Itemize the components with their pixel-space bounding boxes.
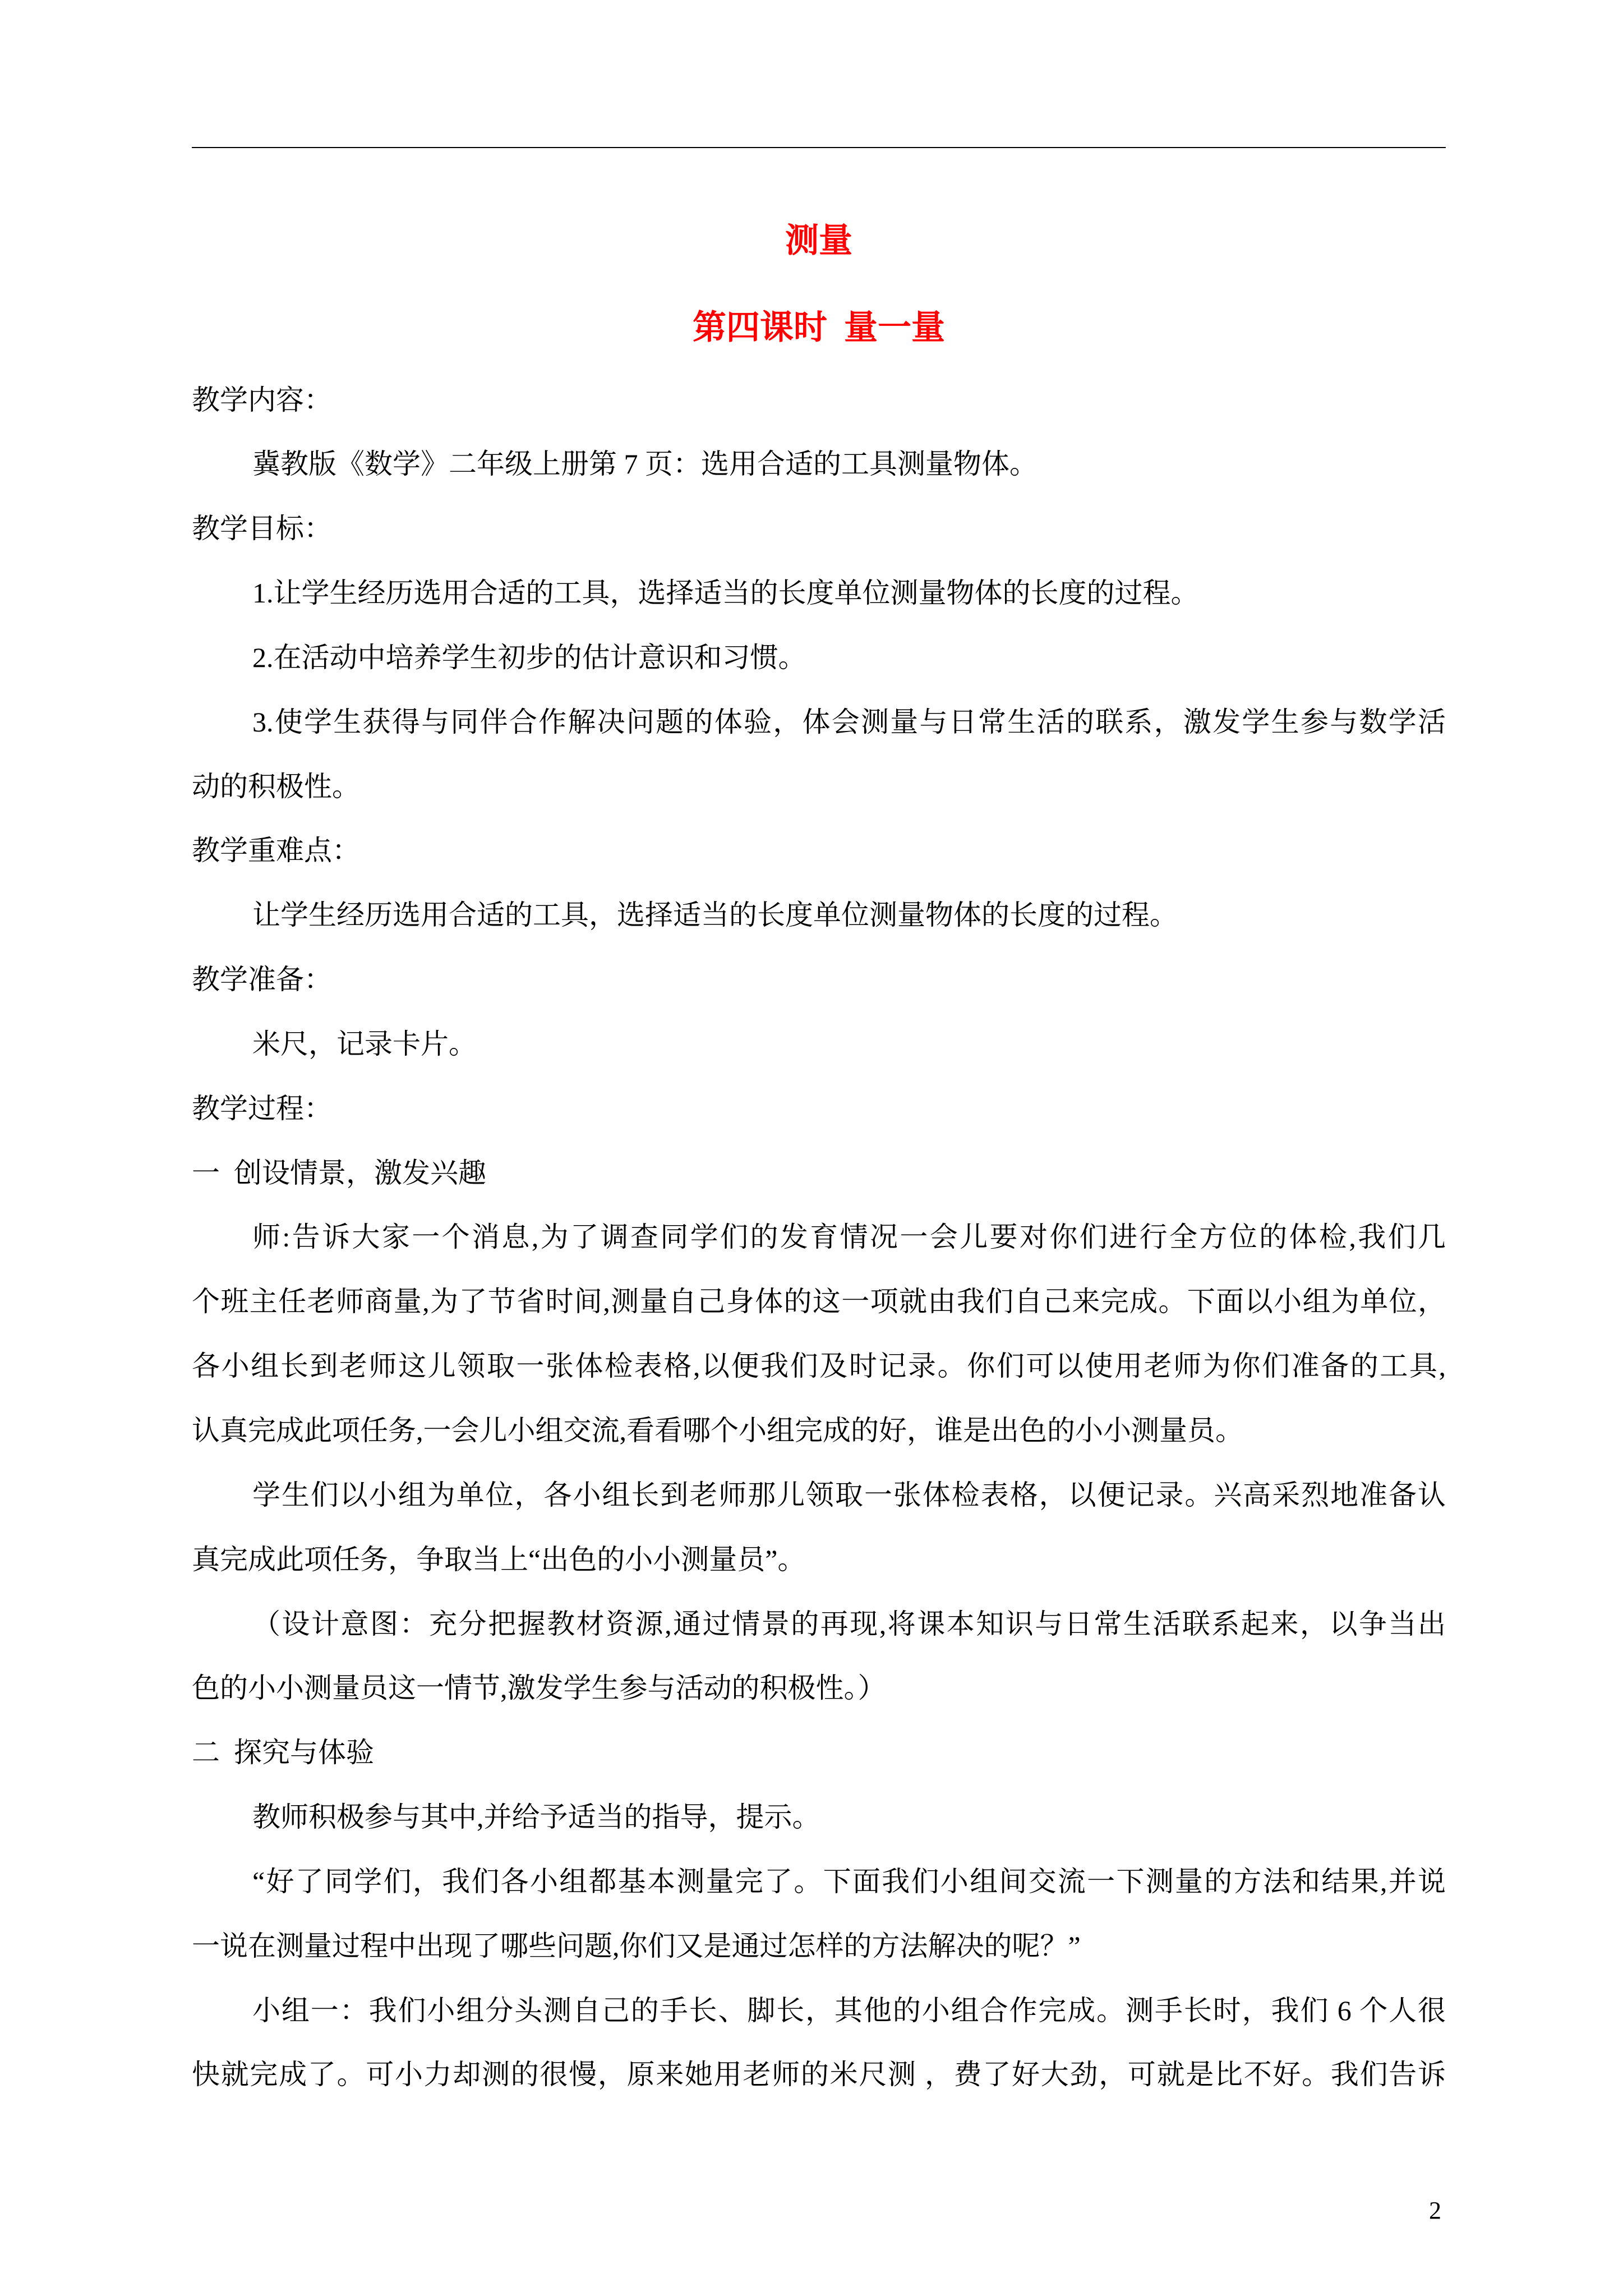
paragraph-line: 各小组长到老师这儿领取一张体检表格,以便我们及时记录。你们可以使用老师为你们准备的工具, — [192, 1350, 1446, 1382]
section-heading: 教学重难点： — [192, 835, 360, 867]
section-heading: 教学过程： — [192, 1092, 332, 1124]
header-rule — [192, 147, 1446, 148]
paragraph-line: 学生们以小组为单位，各小组长到老师那儿领取一张体检表格，以便记录。兴高采烈地准备认 — [252, 1479, 1446, 1511]
paragraph-line: 让学生经历选用合适的工具，选择适当的长度单位测量物体的长度的过程。 — [252, 899, 1178, 931]
paragraph-line: 色的小小测量员这一情节,激发学生参与活动的积极性。） — [192, 1672, 886, 1704]
section-heading: 一 创设情景，激发兴趣 — [192, 1157, 486, 1189]
paragraph-line: 一说在测量过程中出现了哪些问题,你们又是通过怎样的方法解决的呢？” — [192, 1930, 1081, 1962]
paragraph-line: 冀教版《数学》二年级上册第 7 页：选用合适的工具测量物体。 — [252, 448, 1038, 480]
paragraph-line: 教师积极参与其中,并给予适当的指导，提示。 — [252, 1801, 820, 1833]
paragraph-line: 个班主任老师商量,为了节省时间,测量自己身体的这一项就由我们自己来完成。下面以小组为单位， — [192, 1286, 1446, 1318]
paragraph-line: 师:告诉大家一个消息,为了调查同学们的发育情况一会儿要对你们进行全方位的体检,我们几 — [252, 1221, 1446, 1253]
paragraph-line: 认真完成此项任务,一会儿小组交流,看看哪个小组完成的好，谁是出色的小小测量员。 — [192, 1415, 1243, 1446]
paragraph-line: 真完成此项任务，争取当上“出色的小小测量员”。 — [192, 1543, 806, 1575]
section-heading: 二 探究与体验 — [192, 1737, 374, 1769]
section-heading: 教学目标： — [192, 513, 332, 545]
page-number: 2 — [1429, 2197, 1441, 2224]
paragraph-line: （设计意图：充分把握教材资源,通过情景的再现,将课本知识与日常生活联系起来，以争当出 — [252, 1608, 1446, 1640]
section-heading: 教学内容： — [192, 384, 332, 416]
document-body — [192, 368, 1446, 2108]
paragraph-line: 动的积极性。 — [192, 770, 360, 802]
paragraph-line: 快就完成了。可小力却测的很慢，原来她用老师的米尺测 ，费了好大劲，可就是比不好。我们告诉 — [192, 2059, 1446, 2091]
paragraph-line: 小组一：我们小组分头测自己的手长、脚长，其他的小组合作完成。测手长时，我们 6 个人很 — [252, 1994, 1446, 2026]
paragraph-line: 米尺，记录卡片。 — [252, 1028, 477, 1060]
paragraph-line: “好了同学们，我们各小组都基本测量完了。下面我们小组间交流一下测量的方法和结果,并说 — [252, 1865, 1446, 1897]
paragraph-line: 3.使学生获得与同伴合作解决问题的体验，体会测量与日常生活的联系，激发学生参与数学活 — [252, 706, 1446, 738]
paragraph-line: 1.让学生经历选用合适的工具，选择适当的长度单位测量物体的长度的过程。 — [252, 577, 1199, 609]
section-heading: 教学准备： — [192, 964, 332, 996]
lesson-subtitle: 第四课时 量一量 — [693, 309, 945, 346]
page-title: 测量 — [785, 222, 852, 259]
paragraph-line: 2.在活动中培养学生初步的估计意识和习惯。 — [252, 641, 806, 673]
